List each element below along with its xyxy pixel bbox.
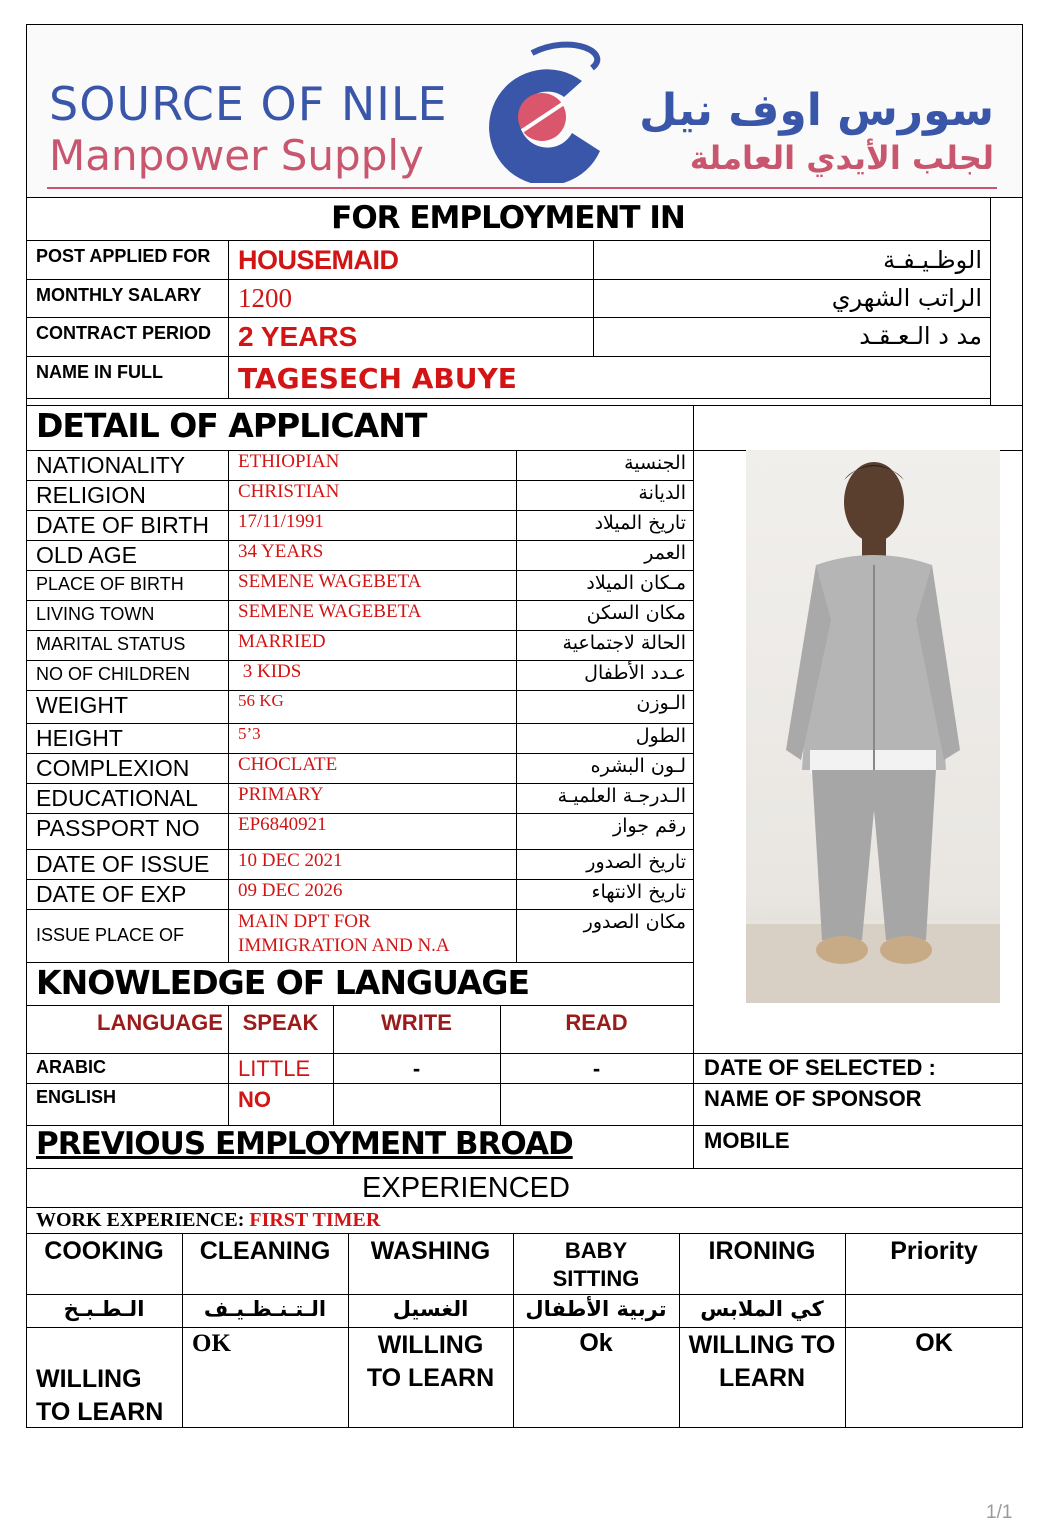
applicant-label: OLD AGE	[36, 542, 137, 568]
skill-header-cooking: COOKING	[44, 1237, 164, 1265]
work-experience-row	[36, 1209, 380, 1232]
applicant-label: PLACE OF BIRTH	[36, 574, 184, 594]
applicant-value: PRIMARY	[238, 784, 324, 805]
skill-header-cleaning: CLEANING	[199, 1237, 331, 1265]
skill-arabic-baby-sitting: تربية الأطفال	[525, 1297, 667, 1321]
skill-value-ironing-line2: LEARN	[718, 1364, 806, 1392]
company-name-en-line1: SOURCE OF NILE	[49, 77, 448, 131]
company-name-en-line2: Manpower Supply	[49, 131, 424, 180]
applicant-arabic-label: عـدد الأطفال	[584, 662, 686, 684]
skill-value-priority: OK	[915, 1329, 953, 1357]
language-header-speak: SPEAK	[242, 1010, 319, 1035]
skill-arabic-cleaning: الـتـنـظـيـف	[203, 1297, 327, 1321]
page-indicator: 1/1	[986, 1502, 1013, 1523]
applicant-arabic-label: تاريخ الانتهاء	[591, 881, 686, 903]
experience-status: EXPERIENCED	[362, 1172, 570, 1204]
applicant-arabic-label: مكان الصدور	[583, 911, 686, 933]
applicant-label: DATE OF ISSUE	[36, 851, 210, 877]
applicant-title: DETAIL OF APPLICANT	[36, 406, 427, 445]
post-applied-label: POST APPLIED FOR	[36, 246, 211, 266]
applicant-label: NATIONALITY	[36, 452, 186, 478]
applicant-value: IMMIGRATION AND N.A	[238, 935, 450, 956]
sponsor-name-label: NAME OF SPONSOR	[704, 1086, 922, 1111]
applicant-value: MAIN DPT FOR	[238, 911, 371, 932]
language-header-read: READ	[565, 1010, 628, 1035]
applicant-arabic-label: الديانة	[638, 482, 686, 504]
skill-value-washing-line1: WILLING	[377, 1331, 484, 1359]
language-english-label: ENGLISH	[36, 1087, 117, 1107]
company-logo-icon	[472, 33, 632, 183]
applicant-arabic-label: رقم جواز	[613, 815, 686, 837]
skill-value-washing-line2: TO LEARN	[366, 1364, 495, 1392]
applicant-value: SEMENE WAGEBETA	[238, 571, 422, 592]
applicant-label: ISSUE PLACE OF	[36, 925, 185, 945]
language-english-speak: NO	[238, 1087, 271, 1112]
contract-period-arabic: مد د الـعـقـد	[859, 322, 982, 350]
applicant-arabic-label: الـدرجـة العلميـة	[557, 785, 686, 807]
company-name-ar-line2: لجلب الأيدي العاملة	[689, 139, 994, 177]
applicant-label: RELIGION	[36, 482, 146, 508]
language-arabic-write: -	[412, 1056, 421, 1081]
applicant-photo	[746, 450, 1000, 1003]
applicant-value: 3 KIDS	[238, 661, 302, 682]
skill-value-cooking	[36, 1363, 163, 1429]
applicant-value: EP6840921	[238, 814, 327, 835]
applicant-value: 34 YEARS	[238, 541, 324, 562]
person-photo-icon	[746, 450, 1000, 1003]
applicant-arabic-label: مكان السكن	[586, 602, 686, 624]
applicant-label: EDUCATIONAL	[36, 785, 198, 811]
applicant-arabic-label: مـكان الميلاد	[586, 572, 686, 594]
skill-value-baby-sitting: Ok	[579, 1329, 613, 1357]
previous-employment-title: PREVIOUS EMPLOYMENT BROAD	[36, 1126, 573, 1162]
skill-value-cooking-line1: WILLING	[36, 1365, 142, 1393]
applicant-arabic-label: الجنسية	[624, 452, 686, 474]
date-selected-label: DATE OF SELECTED :	[704, 1055, 936, 1080]
skill-header-washing: WASHING	[370, 1237, 491, 1265]
applicant-arabic-label: الـوزن	[636, 692, 686, 714]
contract-period-value: 2 YEARS	[238, 321, 358, 352]
applicant-label: COMPLEXION	[36, 755, 190, 781]
mobile-label: MOBILE	[704, 1128, 790, 1153]
applicant-arabic-label: تاريخ الصدور	[586, 851, 686, 873]
language-arabic-speak: LITTLE	[238, 1056, 311, 1081]
applicant-value: 10 DEC 2021	[238, 850, 343, 871]
language-header-write: WRITE	[381, 1010, 452, 1035]
skill-value-ironing-line1: WILLING TO	[688, 1331, 836, 1359]
applicant-arabic-label: تاريخ الميلاد	[594, 512, 686, 534]
name-in-full-label: NAME IN FULL	[36, 362, 163, 382]
skill-value-cleaning: OK	[192, 1330, 231, 1357]
applicant-value: CHOCLATE	[238, 754, 338, 775]
language-title: KNOWLEDGE OF LANGUAGE	[36, 963, 530, 1002]
monthly-salary-label: MONTHLY SALARY	[36, 285, 202, 305]
applicant-label: MARITAL STATUS	[36, 634, 186, 654]
work-experience-label: WORK EXPERIENCE:	[36, 1209, 245, 1231]
applicant-label: LIVING TOWN	[36, 604, 155, 624]
contract-period-label: CONTRACT PERIOD	[36, 323, 211, 343]
applicant-value: 5’3	[238, 724, 261, 743]
skill-value-ironing	[679, 1329, 845, 1395]
language-arabic-read: -	[592, 1056, 601, 1081]
monthly-salary-value: 1200	[238, 283, 292, 313]
letterhead-underline	[47, 187, 997, 189]
applicant-label: DATE OF BIRTH	[36, 512, 209, 538]
applicant-value: CHRISTIAN	[238, 481, 340, 502]
skill-value-cooking-line2: TO LEARN	[36, 1398, 164, 1426]
skill-header-ironing: IRONING	[708, 1237, 816, 1265]
post-applied-value: HOUSEMAID	[238, 245, 399, 275]
name-in-full-value: TAGESECH ABUYE	[238, 362, 517, 395]
applicant-arabic-label: لـون البشره	[590, 755, 686, 777]
letterhead	[27, 25, 1022, 197]
company-name-ar-line1: سورس اوف نيل	[639, 85, 994, 136]
employment-title: FOR EMPLOYMENT IN	[331, 200, 685, 236]
applicant-value: 56 KG	[238, 691, 284, 710]
applicant-label: WEIGHT	[36, 692, 128, 718]
skill-arabic-ironing: كي الملابس	[700, 1297, 824, 1321]
applicant-arabic-label: الطول	[635, 725, 686, 747]
language-header-language: LANGUAGE	[97, 1010, 223, 1035]
applicant-label: HEIGHT	[36, 725, 123, 751]
post-applied-arabic: الوظـيـفـة	[883, 246, 982, 274]
applicant-label: DATE OF EXP	[36, 881, 187, 907]
applicant-arabic-label: الحالة لاجتماعية	[562, 632, 686, 654]
applicant-value: 09 DEC 2026	[238, 880, 343, 901]
applicant-value: SEMENE WAGEBETA	[238, 601, 422, 622]
skill-header-baby-sitting: BABY SITTING	[552, 1238, 640, 1291]
monthly-salary-arabic: الراتب الشهري	[831, 284, 982, 312]
skill-value-washing	[348, 1329, 513, 1395]
work-experience-value: FIRST TIMER	[249, 1209, 381, 1231]
applicant-label: NO OF CHILDREN	[36, 664, 191, 684]
skill-arabic-washing: الغسيل	[392, 1297, 469, 1321]
language-arabic-label: ARABIC	[36, 1057, 106, 1077]
applicant-value: ETHIOPIAN	[238, 451, 340, 472]
applicant-label: PASSPORT NO	[36, 815, 200, 841]
applicant-value: 17/11/1991	[238, 511, 324, 532]
applicant-arabic-label: العمر	[644, 542, 686, 564]
skill-arabic-cooking: الـطـبـخ	[63, 1297, 145, 1321]
applicant-value: MARRIED	[238, 631, 326, 652]
skill-header-priority: Priority	[890, 1237, 978, 1265]
